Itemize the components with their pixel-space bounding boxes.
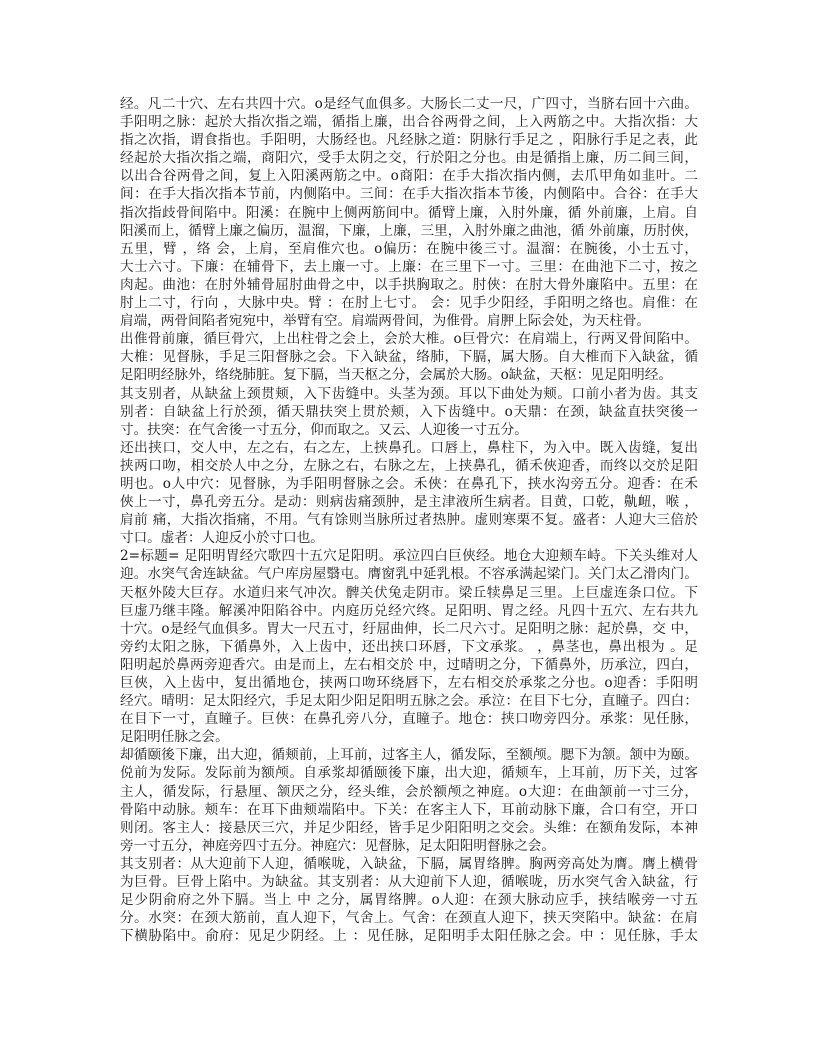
text-line: 其支别者：从大迎前下人迎，循喉咙，入缺盆，下膈，属胃络脾。胸两旁高处为膺。膺上横骨 — [120, 855, 698, 872]
text-line: 经起於大指次指之端，商阳穴，受手太阴之交，行於阳之分也。由是循指上廉，历二间三间， — [120, 150, 698, 167]
text-line: 却循颐後下廉，出大迎，循颊前，上耳前，过客主人，循发际，至额颅。腮下为颔。颔中为颐。 — [120, 747, 698, 764]
text-line: 肉起。曲池：在肘外辅骨屈肘曲骨之中，以手拱胸取之。肘俠：在肘大骨外廉陷中。五里：在 — [120, 276, 698, 293]
text-line: 出倠骨前廉，循巨骨穴，上出柱骨之会上，会於大椎。o巨骨穴：在肩端上，行两叉骨间陷中。 — [120, 331, 698, 348]
text-line: 还出挟口，交人中，左之右，右之左，上挟鼻孔。口唇上，鼻柱下，为入中。既入齿缝，复出 — [120, 439, 698, 456]
text-line: 巨虚乃继丰隆。解溪冲阳陷谷中。内庭历兑经穴终。足阳明、胃之经。凡四十五穴、左右共九 — [120, 602, 698, 619]
paragraph — [120, 385, 698, 439]
text-line: 旁一寸五分，神庭旁四寸五分。神庭穴：见督脉，足太阳阳明督脉之会。 — [120, 837, 555, 854]
text-line: 经穴。晴明：足太阳经穴，手足太阳少阳足阳明五脉之会。承泣：在目下七分，直瞳子。四白： — [120, 693, 698, 710]
text-line: 足少阴俞府之外下膈。当上 中 之分，属胃络脾。o人迎：在颈大脉动应手，挟结喉旁一寸五 — [120, 892, 698, 909]
text-line: 肘上二寸，行向 ，大脉中央。臂 ：在肘上七寸。 会：见手少阳经，手阳明之络也。肩倠：在 — [120, 295, 698, 312]
text-line: 指之次指，谓食指也。手阳明，大肠经也。凡经脉之道：阴脉行手足之 ，阳脉行手足之表，此 — [120, 132, 698, 149]
text-line: 侻前为发际。发际前为额颅。自承浆却循颐後下廉，出大迎，循颊车，上耳前，历下关，过客 — [120, 765, 698, 782]
paragraph — [120, 439, 698, 548]
text-line: 大士六寸。下廉：在辅骨下，去上廉一寸。上廉：在三里下一寸。三里：在曲池下二寸，按之 — [120, 258, 698, 275]
paragraph — [120, 330, 698, 384]
text-line: 巨俠，入上齿中，复出循地仓，挟两口吻环绕唇下，左右相交於承浆之分也。o迎香：手阳明 — [120, 675, 698, 691]
text-line: 为巨骨。巨骨上陷中。为缺盆。其支别者：从大迎前下人迎，循喉咙，历水突气舍入缺盆，行 — [120, 874, 698, 891]
text-line: 下横胁陷中。俞府：见足少阴经。上 ：见任脉，足阳明手太阳任脉之会。中 ：见任脉，手太 — [120, 928, 698, 945]
paragraph — [120, 95, 698, 330]
text-line: 肩端，两骨间陷者宛宛中，举臂有空。肩端两骨间，为倠骨。肩胛上际会处，为天柱骨。 — [120, 313, 651, 330]
text-line: 俠上一寸，鼻孔旁五分。是动：则病齿痛颈肿，是主津液所生病者。目黄，口乾，鼽衄，喉 ， — [120, 494, 698, 511]
text-line: 肩前 痛，大指次指痛，不用。气有馀则当脉所过者热肿。虚则寒栗不复。盛者：人迎大三倍於 — [120, 512, 698, 529]
text-line: 间：在手大指次指本节前，内侧陷中。三间：在手大指次指本节後，内侧陷中。合谷：在手大 — [120, 186, 698, 203]
text-line: 寸口。虚者：人迎反小於寸口也。 — [120, 530, 324, 547]
text-line: 骨陷中动脉。颊车：在耳下曲颊端陷中。下关：在客主人下，耳前动脉下廉，合口有空，开口 — [120, 801, 698, 818]
text-line: 明也。o人中穴：见督脉，为手阳明督脉之会。禾俠：在鼻孔下，挟水沟旁五分。迎香：在禾 — [120, 475, 698, 492]
paragraph — [120, 547, 698, 746]
text-line: 足阳明任脉之会。 — [120, 729, 229, 746]
text-line: 大椎：见督脉，手足三阳督脉之会。下入缺盆，络肺，下膈，属大肠。自大椎而下入缺盆，循 — [120, 349, 698, 366]
text-line: 五里，臂 ，络 会，上肩，至肩倠穴也。o偏历：在腕中後三寸。温溜：在腕後，小士五寸， — [120, 240, 698, 257]
text-line: 分。水突：在颈大筋前，直人迎下，气舍上。气舍：在颈直人迎下，挟天突陷中。缺盆：在肩 — [120, 910, 698, 927]
text-line: 天枢外陵大巨存。水道归来气冲次。髀关伏兔走阴市。梁丘犊鼻足三里。上巨虚连条口位。下 — [120, 584, 698, 601]
text-line: 别者：自缺盆上行於颈，循天鼎扶突上贯於颊，入下齿缝中。o天鼎：在颈，缺盆直扶突後一 — [120, 403, 698, 420]
text-line: 十穴。o是经气血俱多。胃大一尺五寸，纡屈曲伸，长二尺六寸。足阳明之脉：起於鼻，交 中， — [120, 620, 698, 637]
paragraph — [120, 746, 698, 855]
text-line: 手阳明之脉：起於大指次指之端，循指上廉，出合谷两骨之间，上入两筋之中。大指次指：大 — [120, 114, 698, 131]
text-line: 在目下一寸，直瞳子。巨俠：在鼻孔旁八分，直瞳子。地仓：挟口吻旁四分。承浆：见任脉， — [120, 711, 698, 728]
text-line: 主人，循发际，行悬厘、颔厌之分，经头维，会於额颅之神庭。o大迎：在曲颔前一寸三分， — [120, 783, 698, 800]
text-line: 迎。水突气舍连缺盆。气户库房屋翳屯。膺窗乳中延乳根。不容承满起梁门。关门太乙滑肉门。 — [120, 566, 698, 583]
text-line: 阳溪而上，循臂上廉之偏历，温溜，下廉，上廉，三里，入肘外廉之曲池，循 外前廉，历肘俠， — [120, 222, 698, 239]
text-line: 指次指歧骨间陷中。阳溪：在腕中上侧两筋间中。循臂上廉，入肘外廉，循 外前廉，上肩。自 — [120, 204, 698, 221]
text-line: 经。凡二十穴、左右共四十穴。o是经气血俱多。大肠长二丈一尺，广四寸，当脐右回十六曲。 — [120, 96, 698, 112]
text-line: 旁约太阳之脉，下循鼻外，入上齿中，还出挟口环唇，下文承浆。 ，鼻茎也，鼻出根为 。足 — [120, 638, 698, 655]
text-line: 挟两口吻，相交於人中之分，左脉之右，右脉之左，上挟鼻孔，循禾俠迎香，而终以交於足阳 — [120, 457, 698, 474]
text-line: 则闭。客主人：接悬厌三穴，并足少阳经，皆手足少阳阳明之交会。头维：在额角发际，本神 — [120, 819, 698, 836]
text-line: 阳明起於鼻两旁迎香穴。由是而上，左右相交於 中，过晴明之分，下循鼻外，历承泣，四白， — [120, 656, 698, 673]
text-line: 其支别者，从缺盆上颈贯颊，入下齿缝中。头茎为颈。耳以下曲处为颊。口前小者为齿。其支 — [120, 385, 698, 402]
document-page — [120, 95, 698, 945]
paragraph — [120, 855, 698, 945]
text-line: 2=标题= 足阳明胃经穴歌四十五穴足阳明。承泣四白巨俠经。地仓大迎颊车峙。下关头维对人 — [120, 548, 698, 565]
text-line: 寸。扶突：在气舍後一寸五分，仰而取之。又云、人迎後一寸五分。 — [120, 421, 528, 438]
text-line: 足阳明经脉外，络绕肺脏。复下膈，当天枢之分，会属於大肠。o缺盆，天枢：见足阳明经。 — [120, 367, 672, 384]
text-line: 以出合谷两骨之间，复上入阳溪两筋之中。o商阳：在手大指次指内侧，去爪甲角如韭叶。二 — [120, 168, 698, 185]
